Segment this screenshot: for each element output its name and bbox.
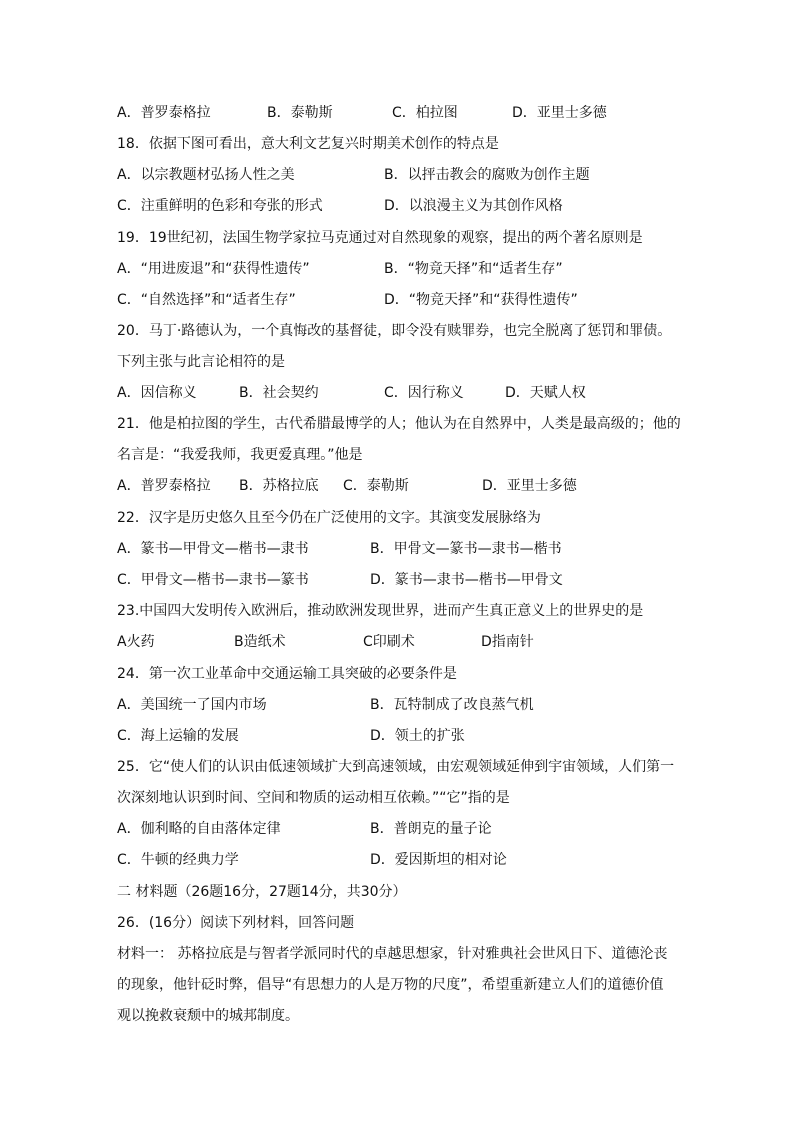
q25-option-c: C．牛顿的经典力学 — [117, 852, 239, 868]
q20-option-c: C．因行称义 — [384, 385, 464, 401]
q21-option-b: B．苏格拉底 — [239, 478, 319, 494]
q23-option-a: A火药 — [117, 634, 155, 650]
q23-option-b: B造纸术 — [234, 634, 286, 650]
q24-option-c: C．海上运输的发展 — [117, 728, 239, 744]
q22-stem: 22．汉字是历史悠久且至今仍在广泛使用的文字。其演变发展脉络为 — [117, 510, 541, 526]
section-2-heading: 二 材料题（26题16分，27题14分，共30分） — [117, 884, 407, 900]
q19-option-a: A．“用进废退”和“获得性遗传” — [117, 261, 310, 277]
q20-stem-line1: 20．马丁·路德认为，一个真悔改的基督徒，即令没有赎罪券，也完全脱离了惩罚和罪债。 — [117, 323, 672, 339]
q23-stem: 23.中国四大发明传入欧洲后，推动欧洲发现世界，进而产生真正意义上的世界史的是 — [117, 603, 644, 619]
q19-stem: 19．19世纪初，法国生物学家拉马克通过对自然现象的观察，提出的两个著名原则是 — [117, 230, 643, 246]
q24-option-b: B．瓦特制成了改良蒸气机 — [370, 697, 534, 713]
q25-option-b: B．普朗克的量子论 — [370, 821, 492, 837]
q17-option-c: C．柏拉图 — [392, 105, 458, 121]
q22-option-c: C．甲骨文—楷书—隶书—篆书 — [117, 572, 309, 588]
q21-option-a: A．普罗泰格拉 — [117, 478, 211, 494]
q24-option-d: D．领土的扩张 — [370, 728, 465, 744]
q26-material-1-line1: 材料一： 苏格拉底是与智者学派同时代的卓越思想家，针对雅典社会世风日下、道德沦丧 — [117, 946, 668, 962]
q20-option-d: D．天赋人权 — [505, 385, 586, 401]
q21-stem-line2: 名言是：“我爱我师，我更爱真理。”他是 — [117, 447, 363, 463]
q20-option-b: B．社会契约 — [239, 385, 319, 401]
q25-option-d: D．爱因斯坦的相对论 — [370, 852, 507, 868]
q24-option-a: A．美国统一了国内市场 — [117, 697, 267, 713]
q17-option-b: B．泰勒斯 — [267, 105, 333, 121]
q17-option-d: D．亚里士多德 — [512, 105, 607, 121]
q24-stem: 24．第一次工业革命中交通运输工具突破的必要条件是 — [117, 666, 457, 682]
q19-option-c: C．“自然选择”和“适者生存” — [117, 292, 296, 308]
q22-option-a: A．篆书—甲骨文—楷书—隶书 — [117, 541, 309, 557]
q19-option-d: D．“物竞天择”和“获得性遗传” — [384, 292, 578, 308]
q26-material-1-line3: 观以挽救衰颓中的城邦制度。 — [117, 1008, 299, 1024]
q18-stem: 18．依据下图可看出，意大利文艺复兴时期美术创作的特点是 — [117, 136, 499, 152]
q21-option-c: C．泰勒斯 — [343, 478, 409, 494]
q25-option-a: A．伽利略的自由落体定律 — [117, 821, 281, 837]
q21-option-d: D．亚里士多德 — [482, 478, 577, 494]
q26-material-1-line2: 的现象，他针砭时弊，倡导“有思想力的人是万物的尺度”，希望重新建立人们的道德价值 — [117, 977, 664, 993]
q25-stem-line2: 次深刻地认识到时间、空间和物质的运动相互依赖。”“它”指的是 — [117, 790, 510, 806]
q20-stem-line2: 下列主张与此言论相符的是 — [117, 354, 285, 370]
q21-stem-line1: 21．他是柏拉图的学生，古代希腊最博学的人；他认为在自然界中，人类是最高级的；他的 — [117, 416, 681, 432]
q19-option-b: B．“物竞天择”和“适者生存” — [384, 261, 563, 277]
q18-option-b: B．以抨击教会的腐败为创作主题 — [384, 167, 590, 183]
q20-option-a: A．因信称义 — [117, 385, 197, 401]
q23-option-c: C印刷术 — [363, 634, 415, 650]
q23-option-d: D指南针 — [481, 634, 534, 650]
q18-option-a: A．以宗教题材弘扬人性之美 — [117, 167, 295, 183]
q18-option-c: C．注重鲜明的色彩和夸张的形式 — [117, 198, 323, 214]
q22-option-b: B．甲骨文—篆书—隶书—楷书 — [370, 541, 562, 557]
q17-option-a: A．普罗泰格拉 — [117, 105, 211, 121]
q18-option-d: D．以浪漫主义为其创作风格 — [384, 198, 563, 214]
q22-option-d: D．篆书—隶书—楷书—甲骨文 — [370, 572, 563, 588]
q26-stem: 26．(16分）阅读下列材料，回答问题 — [117, 915, 355, 931]
q25-stem-line1: 25．它“使人们的认识由低速领域扩大到高速领域，由宏观领域延伸到宇宙领域，人们第一 — [117, 759, 675, 775]
